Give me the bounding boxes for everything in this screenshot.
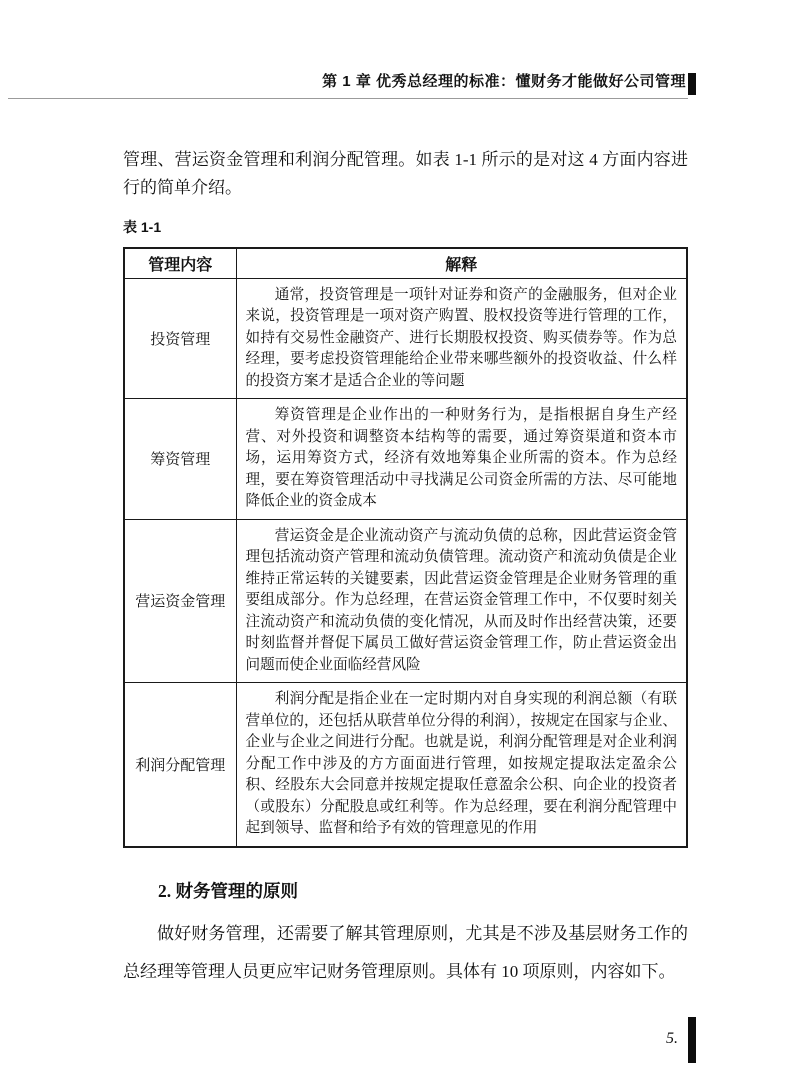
table-header-row xyxy=(124,248,687,278)
table-caption: 表 1-1 xyxy=(123,219,162,235)
page-number: 5. xyxy=(666,1030,678,1047)
footer-accent-bar xyxy=(688,1017,696,1063)
column-header-explanation: 解释 xyxy=(236,248,687,278)
page-header xyxy=(8,70,688,99)
management-table xyxy=(123,247,688,848)
row-description: 利润分配是指企业在一定时期内对自身实现的利润总额（有联营单位的，还包括从联营单位分得的利润），按规定在国家与企业、企业与企业之间进行分配。也就是说，利润分配管理是对企业利润分配工作中涉及的方方面面进行管理，如按规定提取法定盈余公积、经股东大会同意并按规定提取任意盈余公积、向企业的投资者（或股东）分配股息或红利等。作为总经理，要在利润分配管理中起到领导、监督和给予有效的管理意见的作用 xyxy=(236,683,687,847)
table-row xyxy=(124,683,687,847)
row-description: 营运资金是企业流动资产与流动负债的总称，因此营运资金管理包括流动资产管理和流动负债管理。流动资产和流动负债是企业维持正常运转的关键要素，因此营运资金管理是企业财务管理的重要组成部分。作为总经理，在营运资金管理工作中，不仅要时刻关注流动资产和流动负债的变化情况，从而及时作出经营决策，还要时刻监督并督促下属员工做好营运资金管理工作，防止营运资金出问题而使企业面临经营风险 xyxy=(236,519,687,683)
page-content xyxy=(123,146,688,991)
row-description: 筹资管理是企业作出的一种财务行为，是指根据自身生产经营、对外投资和调整资本结构等的需要，通过筹资渠道和资本市场，运用筹资方式，经济有效地筹集企业所需的资本。作为总经理，要在筹资管理活动中寻找满足公司资金所需的方法、尽可能地降低企业的资金成本 xyxy=(236,399,687,520)
table-row xyxy=(124,278,687,399)
chapter-header-title: 第 1 章 优秀总经理的标准：懂财务才能做好公司管理 xyxy=(322,73,686,90)
section-heading: 2. 财务管理的原则 xyxy=(158,880,298,901)
table-row xyxy=(124,399,687,520)
row-category: 利润分配管理 xyxy=(124,683,236,847)
header-accent-bar xyxy=(688,73,696,95)
row-category: 筹资管理 xyxy=(124,399,236,520)
intro-paragraph: 管理、营运资金管理和利润分配管理。如表 1-1 所示的是对这 4 方面内容进行的简单介绍。 xyxy=(123,150,688,197)
row-category: 投资管理 xyxy=(124,278,236,399)
row-category: 营运资金管理 xyxy=(124,519,236,683)
section-paragraph: 做好财务管理，还需要了解其管理原则，尤其是不涉及基层财务工作的总经理等管理人员更应牢记财务管理原则。具体有 10 项原则，内容如下。 xyxy=(123,923,688,981)
column-header-management-content: 管理内容 xyxy=(124,248,236,278)
row-description: 通常，投资管理是一项针对证券和资产的金融服务，但对企业来说，投资管理是一项对资产购置、股权投资等进行管理的工作，如持有交易性金融资产、进行长期股权投资、购买债券等。作为总经理，要考虑投资管理能给企业带来哪些额外的投资收益、什么样的投资方案才是适合企业的等问题 xyxy=(236,278,687,399)
table-row xyxy=(124,519,687,683)
